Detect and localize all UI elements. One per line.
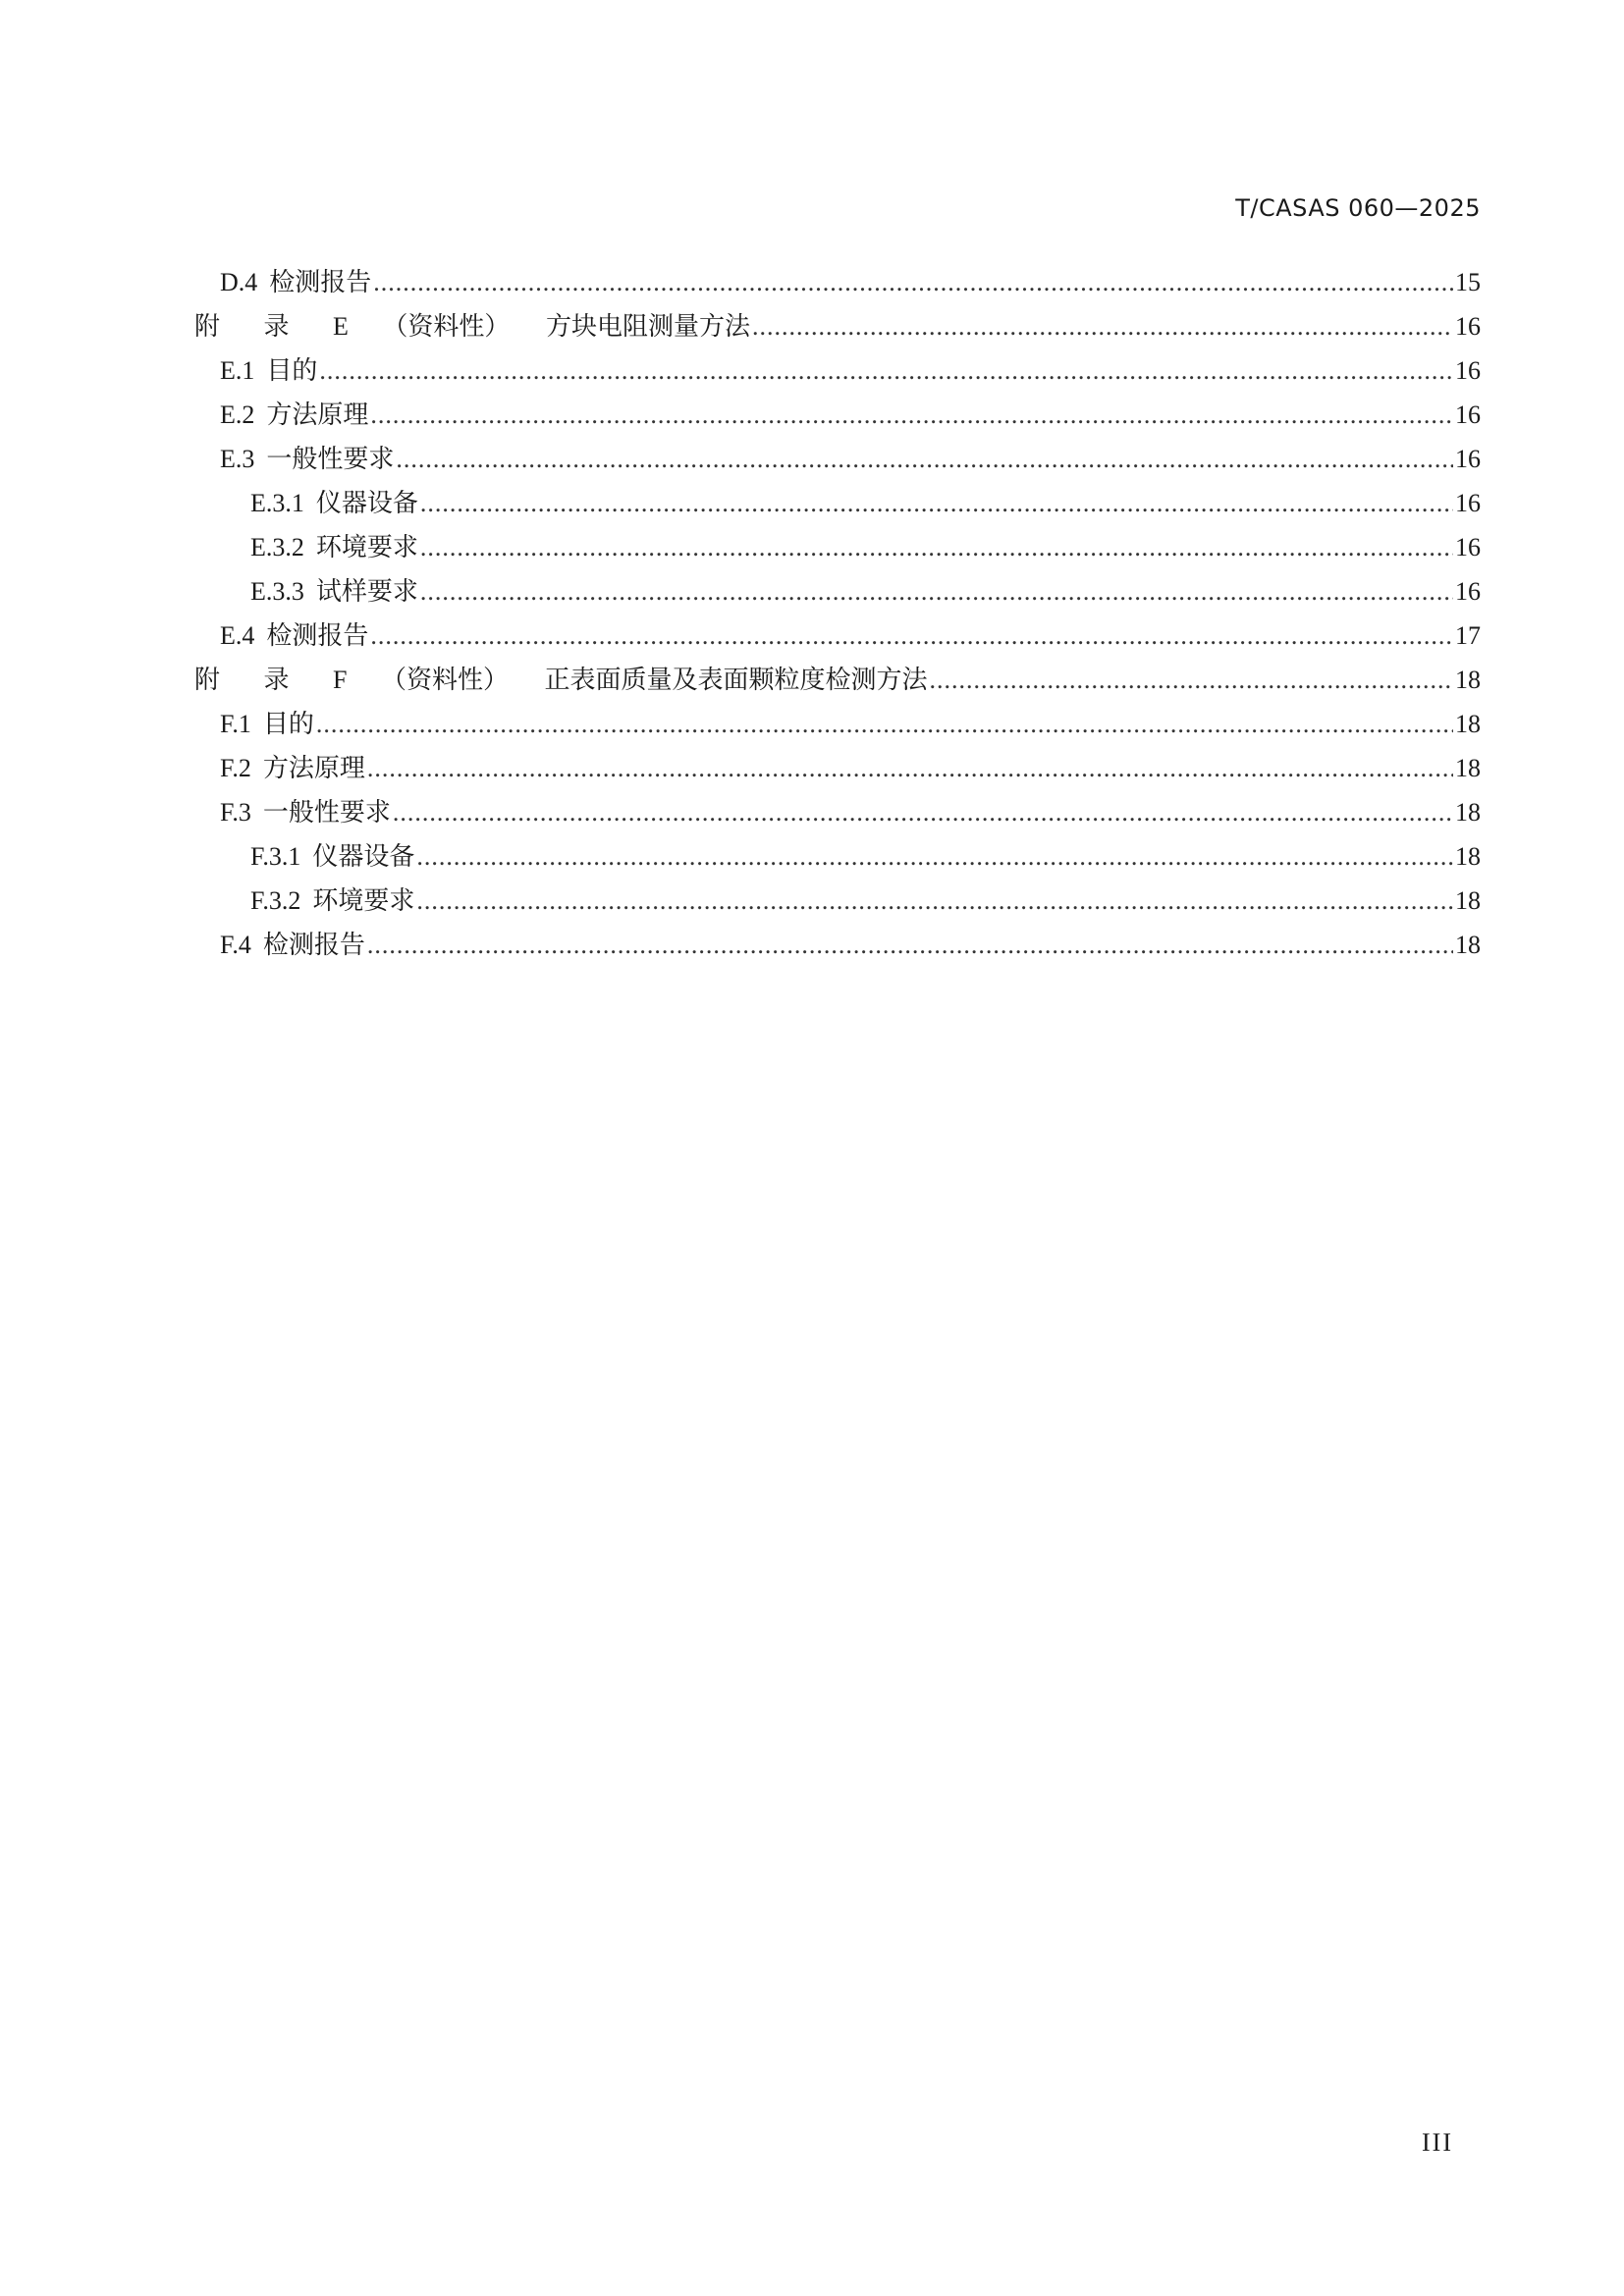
appendix-letter: E xyxy=(333,312,349,341)
toc-entry-f2[interactable] xyxy=(220,749,1481,788)
toc-entry-number: E.3.3 xyxy=(250,577,304,606)
dot-leader xyxy=(367,926,1453,965)
appendix-type: （资料性） xyxy=(381,666,510,694)
toc-entry-page: 16 xyxy=(1455,445,1481,473)
toc-entry-title: 一般性要求 xyxy=(266,445,395,473)
toc-entry-f32[interactable] xyxy=(250,881,1481,921)
toc-entry-title: 试样要求 xyxy=(315,577,418,606)
toc-entry-number: F.4 xyxy=(220,931,251,959)
dot-leader xyxy=(752,307,1453,347)
toc-entry-page: 18 xyxy=(1455,886,1481,915)
toc-entry-title: 仪器设备 xyxy=(315,489,418,517)
document-code: T/CASAS 060—2025 xyxy=(1235,194,1481,222)
toc-entry-title: 方法原理 xyxy=(262,754,365,782)
toc-entry-title: 环境要求 xyxy=(315,533,418,561)
dot-leader xyxy=(370,616,1453,656)
appendix-heading xyxy=(194,307,750,347)
toc-entry-page: 18 xyxy=(1455,710,1481,738)
toc-entry-number: F.2 xyxy=(220,754,251,782)
toc-entry-title: 目的 xyxy=(266,356,318,385)
toc-entry-page: 16 xyxy=(1455,312,1481,341)
toc-entry-e33[interactable] xyxy=(250,572,1481,612)
appendix-type: （资料性） xyxy=(382,312,511,341)
dot-leader xyxy=(370,396,1453,435)
toc-entry-appendix-f[interactable] xyxy=(194,661,1481,700)
appendix-lu-label: 录 xyxy=(263,312,290,341)
toc-entry-number: E.3.1 xyxy=(250,489,304,517)
toc-entry-page: 18 xyxy=(1455,754,1481,782)
toc-entry-e4[interactable] xyxy=(220,616,1481,656)
toc-entry-e2[interactable] xyxy=(220,396,1481,435)
appendix-fu-label: 附 xyxy=(194,666,221,694)
toc-entry-page: 18 xyxy=(1455,798,1481,827)
toc-entry-title: 一般性要求 xyxy=(262,798,391,827)
toc-entry-appendix-e[interactable] xyxy=(194,307,1481,347)
toc-entry-page: 16 xyxy=(1455,356,1481,385)
toc-entry-d4[interactable] xyxy=(220,263,1481,302)
dot-leader xyxy=(416,881,1453,921)
toc-entry-f3[interactable] xyxy=(220,793,1481,832)
toc-entry-f31[interactable] xyxy=(250,837,1481,877)
toc-entry-title: 目的 xyxy=(262,710,314,738)
toc-entry-f4[interactable] xyxy=(220,926,1481,965)
toc-entry-number: F.1 xyxy=(220,710,251,738)
toc-entry-f1[interactable] xyxy=(220,705,1481,744)
page-number: III xyxy=(1422,2128,1453,2157)
dot-leader xyxy=(930,661,1453,700)
toc-entry-number: E.2 xyxy=(220,400,255,429)
toc-entry-number: E.4 xyxy=(220,621,255,650)
toc-entry-number: F.3.2 xyxy=(250,886,301,915)
toc-entry-title: 检测报告 xyxy=(262,931,365,959)
appendix-lu-label: 录 xyxy=(263,666,290,694)
toc-entry-title: 检测报告 xyxy=(266,621,369,650)
appendix-fu-label: 附 xyxy=(194,312,221,341)
toc-entry-title: 方法原理 xyxy=(266,400,369,429)
toc-entry-e32[interactable] xyxy=(250,528,1481,567)
toc-entry-page: 16 xyxy=(1455,577,1481,606)
appendix-title: 正表面质量及表面颗粒度检测方法 xyxy=(544,666,928,694)
toc-entry-page: 16 xyxy=(1455,533,1481,561)
toc-entry-page: 17 xyxy=(1455,621,1481,650)
toc-entry-title: 仪器设备 xyxy=(312,842,415,871)
dot-leader xyxy=(416,837,1453,877)
toc-entry-e3[interactable] xyxy=(220,440,1481,479)
toc-entry-number: F.3.1 xyxy=(250,842,301,871)
toc-entry-page: 18 xyxy=(1455,666,1481,694)
toc-entry-e31[interactable] xyxy=(250,484,1481,523)
toc-entry-page: 18 xyxy=(1455,931,1481,959)
dot-leader xyxy=(316,705,1453,744)
toc-entry-e1[interactable] xyxy=(220,351,1481,391)
appendix-title: 方块电阻测量方法 xyxy=(545,312,750,341)
dot-leader xyxy=(319,351,1453,391)
toc-entry-title: 检测报告 xyxy=(269,268,372,296)
toc-entry-page: 18 xyxy=(1455,842,1481,871)
dot-leader xyxy=(396,440,1453,479)
toc-entry-number: F.3 xyxy=(220,798,251,827)
dot-leader xyxy=(420,528,1453,567)
dot-leader xyxy=(420,572,1453,612)
toc-entry-page: 16 xyxy=(1455,489,1481,517)
dot-leader xyxy=(393,793,1453,832)
toc-entry-number: E.3.2 xyxy=(250,533,304,561)
dot-leader xyxy=(373,263,1453,302)
toc-entry-number: D.4 xyxy=(220,268,258,296)
dot-leader xyxy=(420,484,1453,523)
toc-entry-page: 16 xyxy=(1455,400,1481,429)
toc-entry-page: 15 xyxy=(1455,268,1481,296)
toc-entry-number: E.1 xyxy=(220,356,255,385)
toc-entry-number: E.3 xyxy=(220,445,255,473)
toc-entry-title: 环境要求 xyxy=(312,886,415,915)
dot-leader xyxy=(367,749,1453,788)
appendix-heading xyxy=(194,661,928,700)
appendix-letter: F xyxy=(333,666,348,694)
